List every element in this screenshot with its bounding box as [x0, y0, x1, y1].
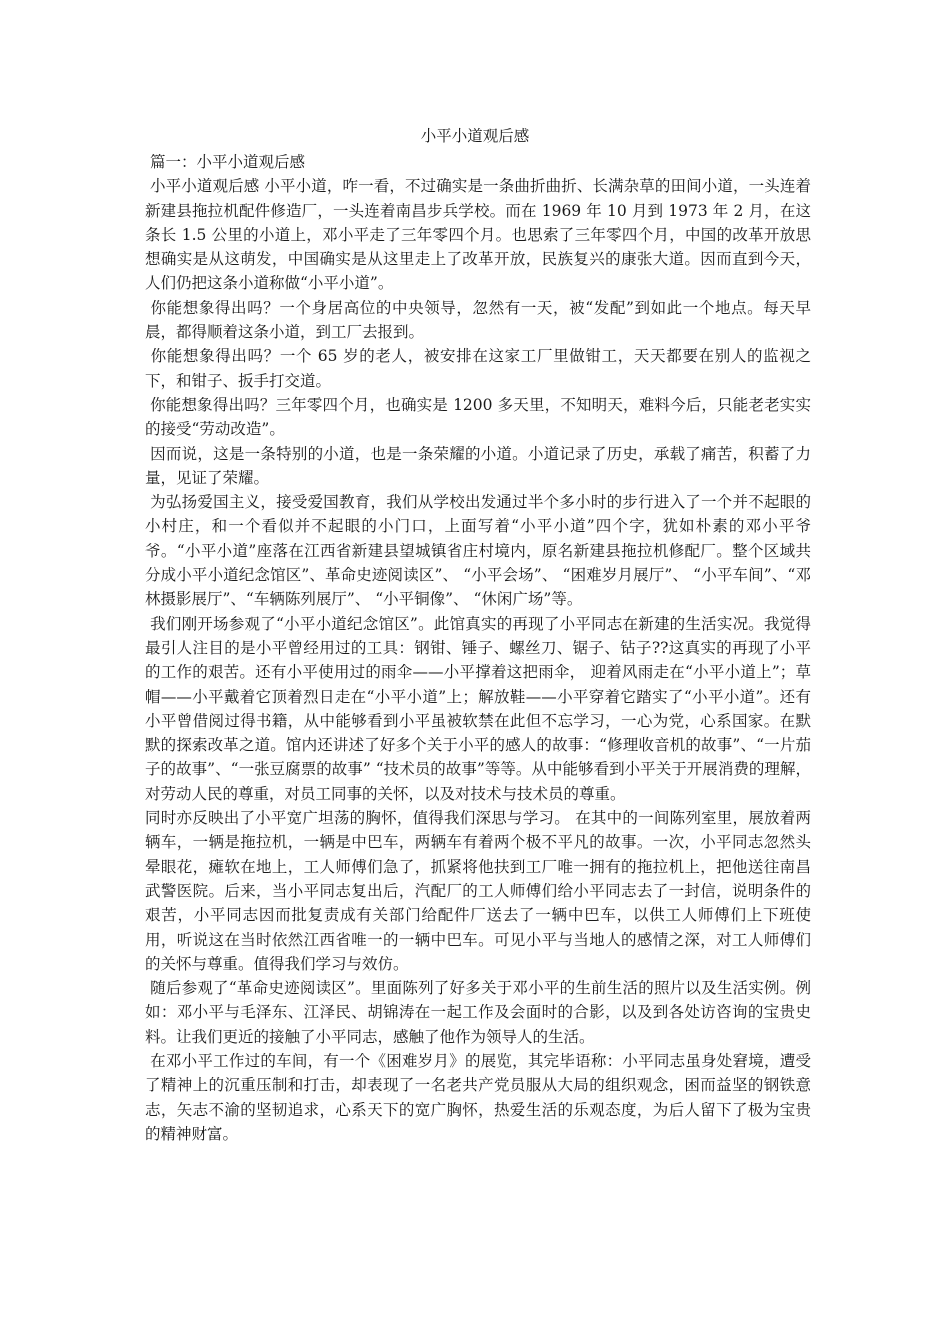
paragraph-hard-years: 在邓小平工作过的车间，有一个《困难岁月》的展览，其完毕语称：小平同志虽身处窘境，遭受了精神上的沉重压制和打击，却表现了一名老共产党员服从大局的组织观念，困而益坚的钢铁意志，矢志不渝的坚韧追求，心系天下的宽广胸怀，热爱生活的乐观态度，为后人留下了极为宝贵的精神财富。: [145, 1051, 811, 1143]
paragraph-imagine-3: 你能想象得出吗？三年零四个月，也确实是 1200 多天里，不知明天，难料今后，只能老老实实的接受“劳动改造”。: [145, 395, 811, 439]
section-heading: 篇一：小平小道观后感: [145, 153, 305, 171]
paragraph-vehicles: 同时亦反映出了小平宽广坦荡的胸怀，值得我们深思与学习。 在其中的一间陈列室里，展放着两辆车，一辆是拖拉机，一辆是中巴车，两辆车有着两个极不平凡的故事。一次，小平同志忽然头晕眼花，瘫软在地上，工人师傅们急了，抓紧将他扶到工厂唯一拥有的拖拉机上，把他送往南昌武警医院。后来，当小平同志复出后，汽配厂的工人师傅们给小平同志去了一封信，说明条件的艰苦，小平同志因而批复责成有关部门给配件厂送去了一辆中巴车，以供工人师傅们上下班使用，听说这在当时依然江西省唯一的一辆中巴车。可见小平与当地人的感情之深，对工人师傅们的关怀与尊重。值得我们学习与效仿。: [145, 809, 811, 973]
paragraph-visit-overview: 为弘扬爱国主义，接受爱国教育，我们从学校出发通过半个多小时的步行进入了一个并不起眼的小村庄，和一个看似并不起眼的小门口，上面写着“小平小道”四个字，犹如朴素的邓小平爷爷。“小平小道”座落在江西省新建县望城镇省庄村境内，原名新建县拖拉机修配厂。整个区域共分成小平小道纪念馆区”、革命史迹阅读区”、 “小平会场”、 “困难岁月展厅”、 “小平车间”、“邓林摄影展厅”、“车辆陈列展厅”、 “小平铜像”、 “休闲广场”等。: [145, 493, 811, 609]
paragraph-special-road: 因而说，这是一条特别的小道，也是一条荣耀的小道。小道记录了历史，承载了痛苦，积蓄了力量，见证了荣耀。: [145, 444, 811, 487]
paragraph-memorial-hall: 我们刚开场参观了“小平小道纪念馆区”。此馆真实的再现了小平同志在新建的生活实况。我觉得最引人注目的是小平曾经用过的工具：钢钳、锤子、螺丝刀、锯子、钻子??这真实的再现了小平的工作的艰苦。还有小平使用过的雨伞——小平撑着这把雨伞， 迎着风雨走在“小平小道上”；草帽——小平戴着它顶着烈日走在“小平小道”上；解放鞋——小平穿着它踏实了“小平小道”。还有小平曾借阅过得书籍，从中能够看到小平虽被软禁在此但不忘学习，一心为党，心系国家。在默默的探索改革之道。馆内还讲述了好多个关于小平的感人的故事：“修理收音机的故事”、“一片茄子的故事”、“一张豆腐票的故事” “技术员的故事”等等。从中能够看到小平关于开展消费的理解，对劳动人民的尊重，对员工同事的关怀，以及对技术与技术员的尊重。: [145, 614, 811, 803]
document-title: 小平小道观后感: [420, 127, 530, 145]
paragraph-imagine-1: 你能想象得出吗？一个身居高位的中央领导，忽然有一天，被“发配”到如此一个地点。每天早晨，都得顺着这条小道，到工厂去报到。: [145, 298, 811, 342]
paragraph-intro: 小平小道观后感 小平小道，咋一看，不过确实是一条曲折曲折、长满杂草的田间小道，一头连着新建县拖拉机配件修造厂，一头连着南昌步兵学校。而在 1969 年 10 月到 1973 年 2 月，在这条长 1.5 公里的小道上，邓小平走了三年零四个月。也思索了三年零四个月，中国的改革开放思想确实是从这萌发，中国确实是从这里走上了改革开放，民族复兴的康张大道。因而直到今天，人们仍把这条小道称做“小平小道”。: [145, 177, 811, 293]
document-body: [145, 150, 811, 1146]
paragraph-history-reading: 随后参观了“革命史迹阅读区”。里面陈列了好多关于邓小平的生前生活的照片以及生活实例。例如：邓小平与毛泽东、江泽民、胡锦涛在一起工作及会面时的合影，以及到各处访咨询的宝贵史料。让我们更近的接触了小平同志，感触了他作为领导人的生活。: [145, 979, 811, 1046]
paragraph-imagine-2: 你能想象得出吗？一个 65 岁的老人，被安排在这家工厂里做钳工，天天都要在别人的监视之下，和钳子、扳手打交道。: [145, 347, 811, 390]
